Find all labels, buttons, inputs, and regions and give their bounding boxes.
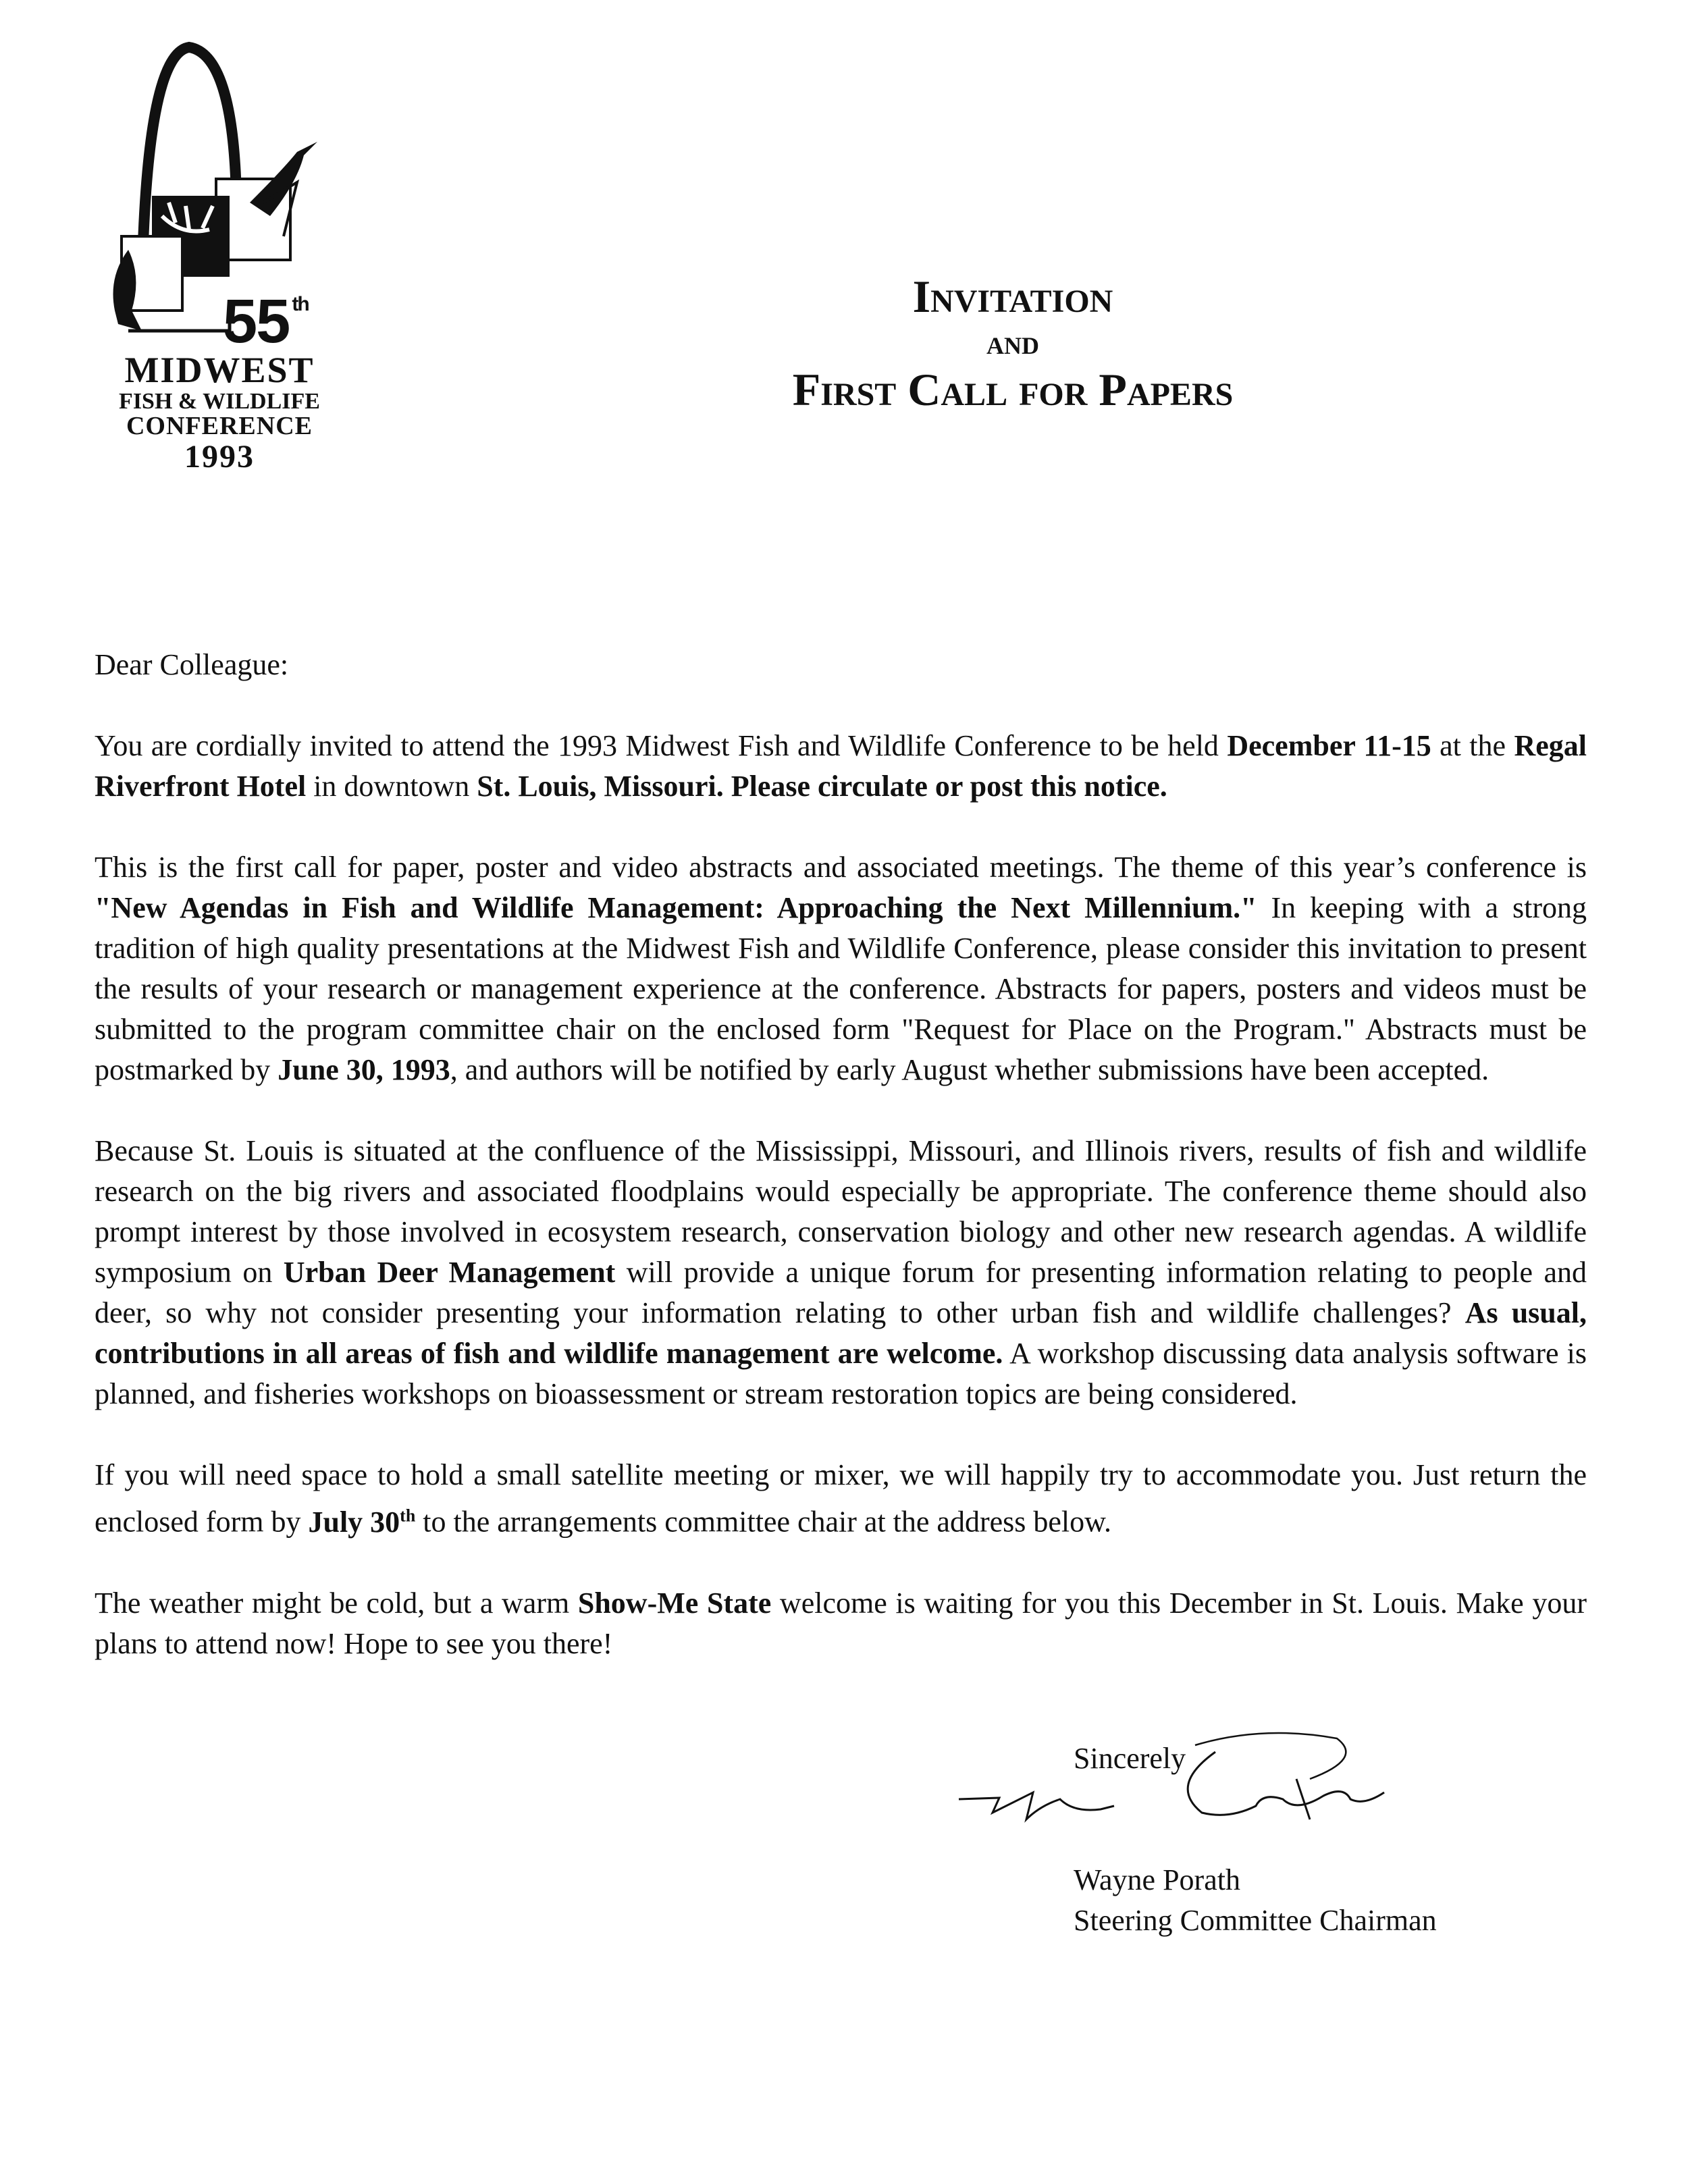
conference-venue: Regal Riverfront Hotel	[95, 729, 1587, 803]
signer-name: Wayne Porath	[1074, 1863, 1240, 1896]
show-me-state: Show-Me State	[577, 1586, 772, 1620]
paragraph-satellite-meetings: If you will need space to hold a small satellite meeting or mixer, we will happily try to accommodate you. Just return the enclosed form by July 30th to the arrangements committee chair at the address below.	[95, 1458, 1587, 1539]
conference-logo	[95, 34, 351, 475]
logo-text	[95, 351, 344, 475]
logo-line-fish-wildlife: FISH & WILDLIFE	[119, 388, 320, 414]
signer-role: Steering Committee Chairman	[1074, 1904, 1437, 1937]
contributions-welcome: As usual, contributions in all areas of fish and wildlife management are welcome.	[95, 1296, 1587, 1370]
title-line-call-for-papers: First Call for Papers	[792, 363, 1234, 415]
title-line-and: and	[986, 323, 1039, 363]
symposium-topic: Urban Deer Management	[283, 1256, 616, 1289]
logo-edition-suffix: th	[292, 293, 309, 315]
paragraph-closing: The weather might be cold, but a warm Show-Me State welcome is waiting for you this December in St. Louis. Make your plans to attend now! Hope to see you there!	[95, 1586, 1587, 1660]
conference-theme: "New Agendas in Fish and Wildlife Management: Approaching the Next Millennium."	[95, 891, 1257, 924]
title-line-invitation: Invitation	[912, 271, 1113, 322]
conference-city: St. Louis, Missouri.	[477, 770, 724, 803]
valediction: Sincerely	[1074, 1742, 1186, 1775]
signature-area	[1074, 1779, 1546, 1860]
paragraph-topics: Because St. Louis is situated at the confluence of the Mississippi, Missouri, and Illinois rivers, results of fish and wildlife research on the big rivers and associated floodplains would especially be appropriate. The conference theme should also prompt interest by those involved in ecosystem research, conservation biology and other new research agendas. A wildlife symposium on Urban Deer Management will provide a unique forum for presenting information relating to people and deer, so why not consider presenting your information relating to other urban fish and wildlife challenges? As usual, contributions in all areas of fish and wildlife management are welcome. A workshop discussing data analysis software is planned, and fisheries workshops on bioassessment or stream restoration topics are being considered.	[95, 1134, 1587, 1410]
logo-line-year: 1993	[184, 439, 255, 475]
circulate-notice: Please circulate or post this notice.	[731, 770, 1167, 803]
paragraph-invitation: You are cordially invited to attend the 1993 Midwest Fish and Wildlife Conference to be held December 11-15 at the Regal Riverfront Hotel in downtown St. Louis, Missouri. Please circulate or post this notice.	[95, 729, 1587, 803]
signature-block	[1074, 1738, 1546, 1941]
logo-line-conference: CONFERENCE	[126, 412, 313, 441]
logo-edition-number: 55 $^{th}$	[223, 287, 309, 356]
form-return-date: July 30th	[308, 1505, 416, 1539]
handwritten-signature-icon	[945, 1718, 1431, 1880]
page-title	[675, 270, 1350, 416]
abstract-deadline: June 30, 1993	[278, 1053, 450, 1086]
salutation: Dear Colleague:	[95, 648, 289, 681]
paragraph-call-for-papers: This is the first call for paper, poster and video abstracts and associated meetings. The theme of this year’s conference is "New Agendas in Fish and Wildlife Management: Approaching the Next Millennium." In keeping with a strong tradition of high quality presentations at the Midwest Fish and Wildlife Conference, please consider this invitation to present the results of your research or management experience at the conference. Abstracts for papers, posters and videos must be submitted to the program committee chair on the enclosed form "Request for Place on the Program." Abstracts must be postmarked by June 30, 1993, and authors will be notified by early August whether submissions have been accepted.	[95, 851, 1587, 1086]
conference-dates: December 11-15	[1227, 729, 1431, 762]
logo-line-midwest: MIDWEST	[124, 350, 315, 390]
letter-body	[95, 645, 1587, 1705]
